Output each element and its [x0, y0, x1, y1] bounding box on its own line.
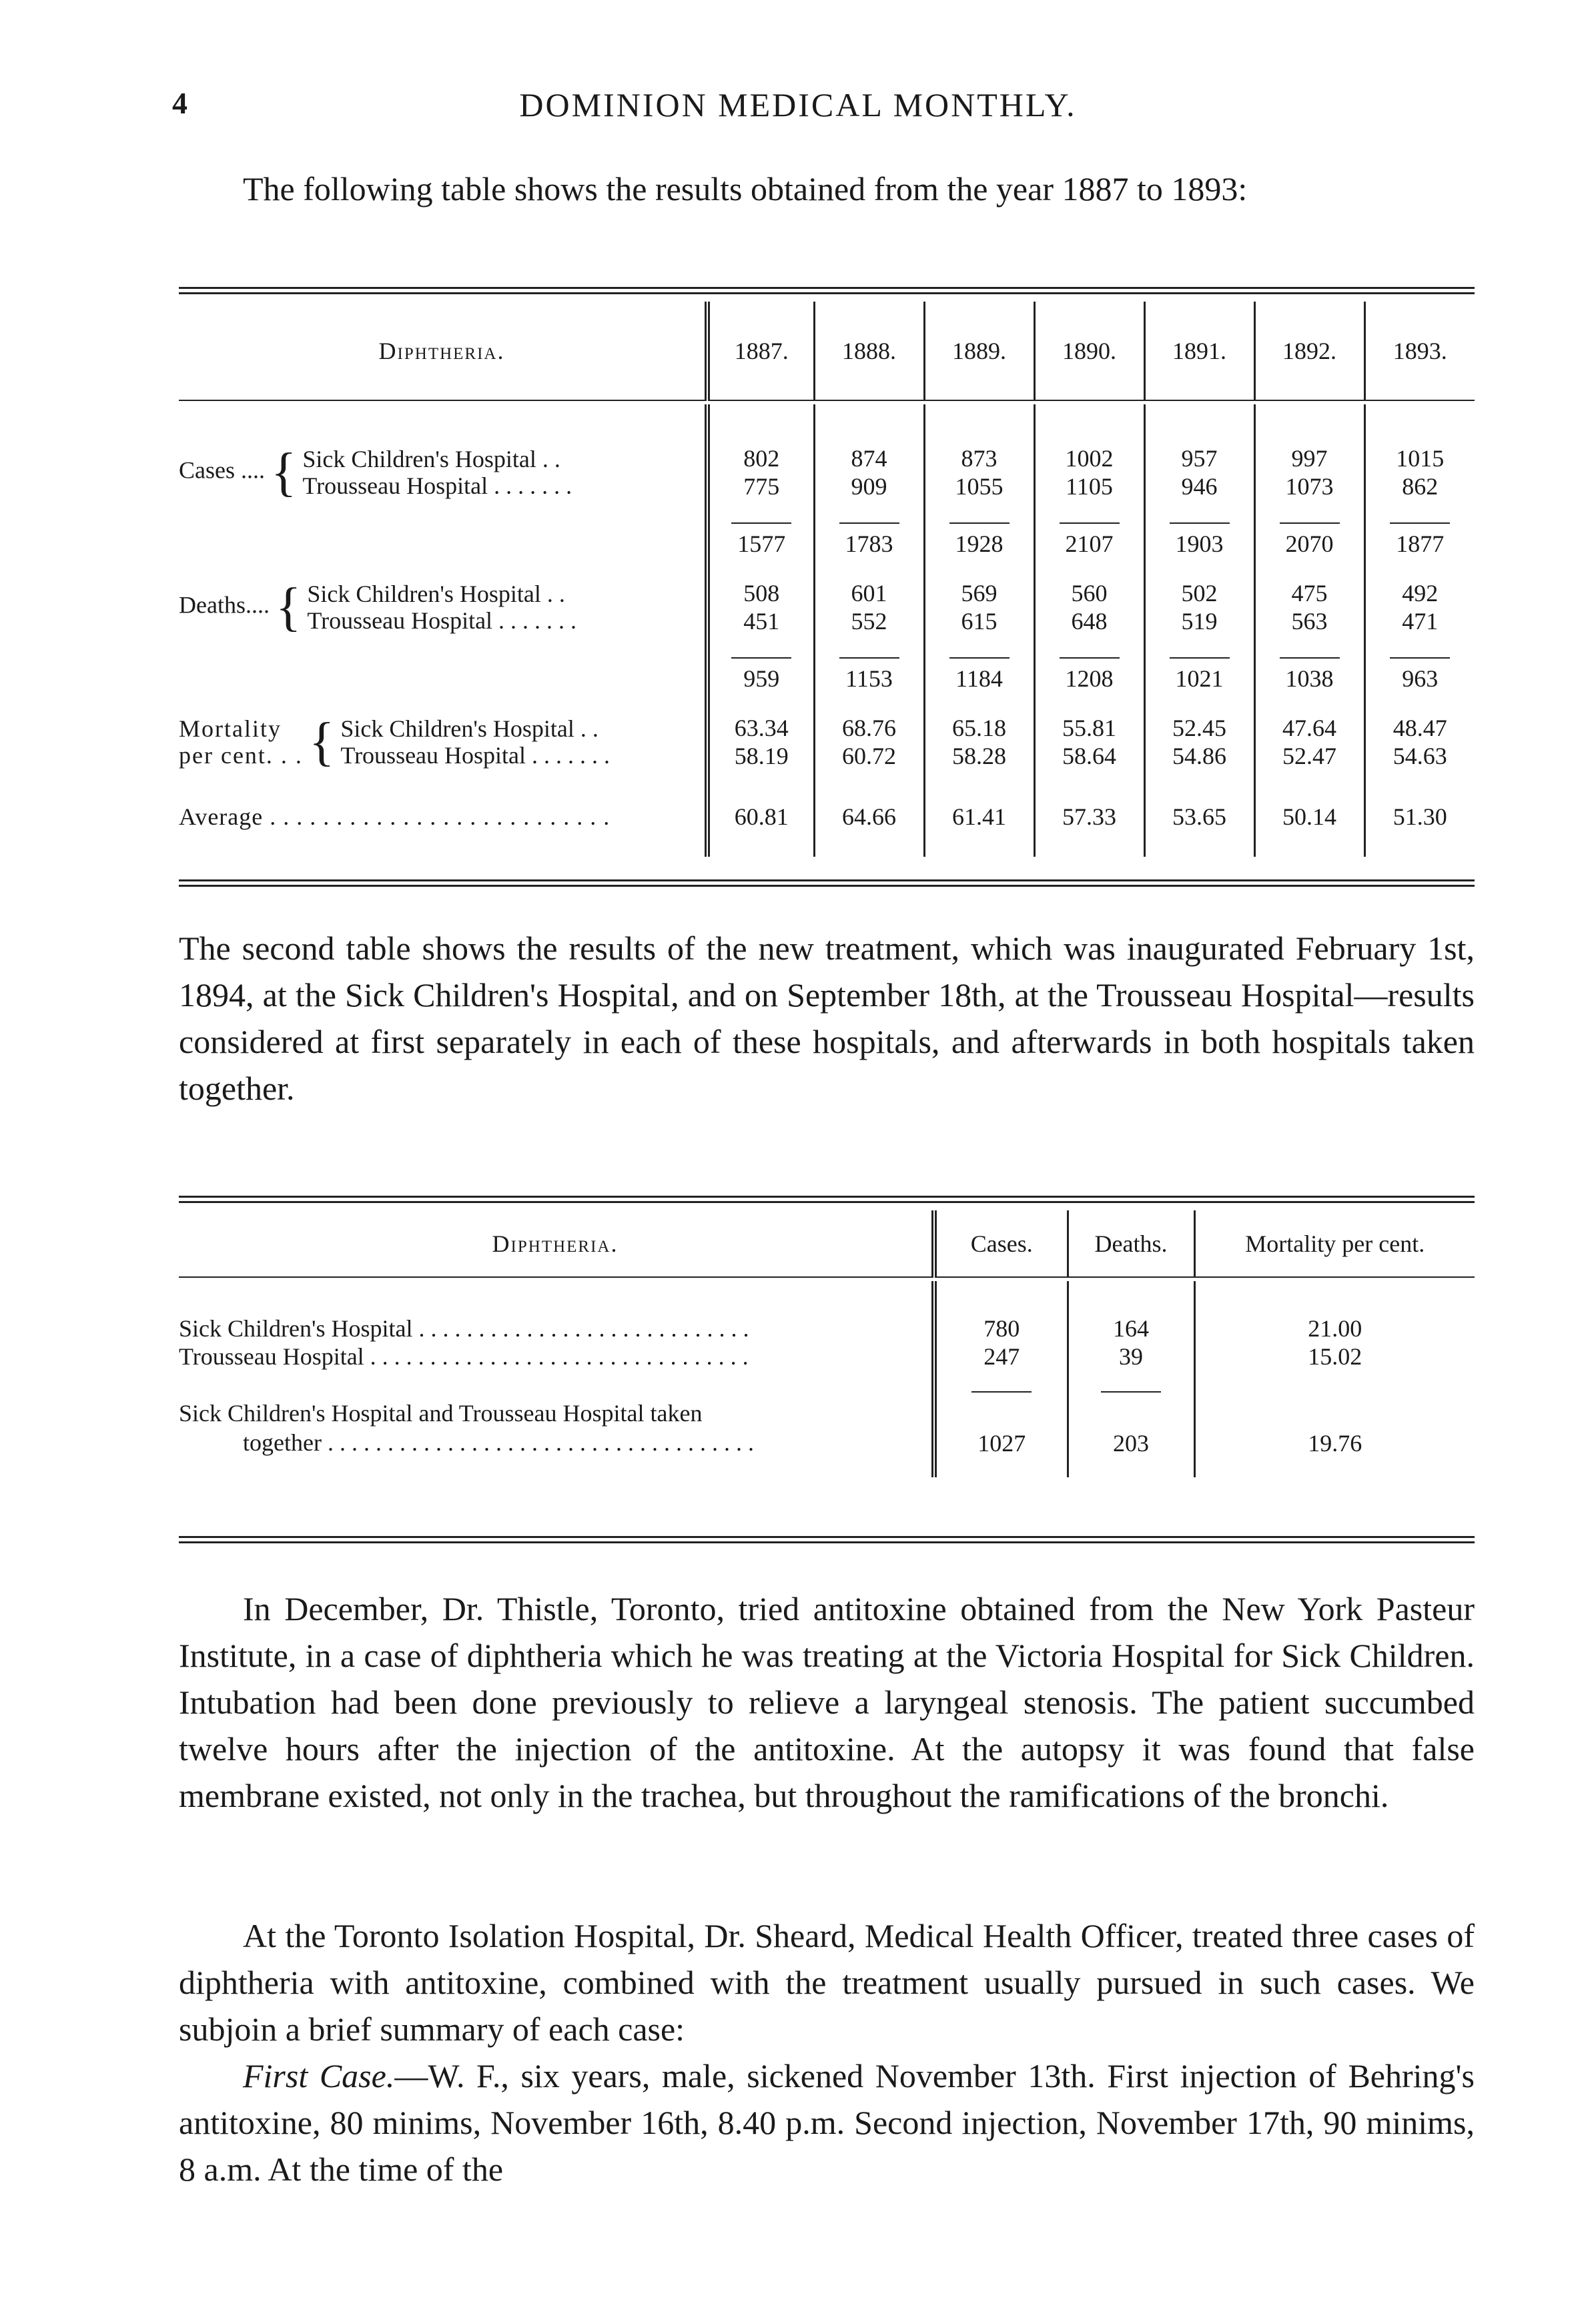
cell: 57.33 [1034, 790, 1144, 843]
per-cent-label: per cent. . . [179, 742, 303, 769]
mortality-row-sick [179, 714, 1475, 742]
table2-row-sick [179, 1314, 1475, 1343]
cell: 1105 [1034, 472, 1144, 500]
table1-bottom-rule [179, 879, 1475, 881]
cell: 569 [924, 579, 1034, 607]
first-case-text: —W. F., six years, male, sickened November 13th. First injection of Behring's antitoxine, 80 minims, November 16th, 8.40 p.m. Second injection, November 17th, 90 minims, 8 a.m. At the time of the [179, 2057, 1475, 2188]
cell: 47.64 [1254, 714, 1364, 742]
cell: 957 [1144, 444, 1254, 472]
cell: 247 [934, 1343, 1068, 1371]
cell: 1038 [1285, 665, 1334, 692]
table2-top-rule [179, 1196, 1475, 1198]
cell: 475 [1254, 579, 1364, 607]
intro-paragraph: The following table shows the results obtained from the year 1887 to 1893: [243, 170, 1248, 208]
cases-row-sick [179, 444, 1475, 472]
table2-heading: Diphtheria. [492, 1230, 619, 1257]
cell: 48.47 [1364, 714, 1475, 742]
table2-bottom-rule [179, 1536, 1475, 1538]
cell: 58.19 [707, 742, 814, 770]
year-1892: 1892. [1254, 302, 1364, 400]
col-mortality: Mortality per cent. [1194, 1210, 1475, 1277]
page-number: 4 [172, 86, 187, 120]
new-treatment-table [179, 1210, 1475, 1477]
running-title: DOMINION MEDICAL MONTHLY. [519, 86, 1077, 123]
cell: 1184 [955, 665, 1003, 692]
cell: 60.81 [707, 790, 814, 843]
thistle-paragraph: In December, Dr. Thistle, Toronto, tried antitoxine obtained from the New York Pasteur Institute, in a case of diphtheria which he was treating at the Victoria Hospital for Sick Children. Intubation had been done previously to relieve a laryngeal stenosis. The patient succumbed twelve hours after the injection of the antitoxine. At the autopsy it was found that false membrane existed, not only in the trachea, but throughout the ramifications of the bronchi. [179, 1590, 1475, 1814]
cases-total-row [179, 500, 1475, 559]
cell: 1903 [1175, 530, 1224, 557]
cell: 39 [1068, 1343, 1194, 1371]
cell: 1577 [737, 530, 786, 557]
year-1888: 1888. [814, 302, 924, 400]
brace-icon: { [275, 578, 302, 637]
cell: 780 [934, 1314, 1068, 1343]
cell: 51.30 [1364, 790, 1475, 843]
year-1893: 1893. [1364, 302, 1475, 400]
cell: 648 [1034, 607, 1144, 635]
cell: 58.64 [1034, 742, 1144, 770]
cell: 552 [814, 607, 924, 635]
cell: 874 [814, 444, 924, 472]
second-table-intro: The second table shows the results of the new treatment, which was inaugurated February 1st, 1894, at the Sick Children's Hospital, and on September 18th, at the Trousseau Hospital—results considered at first separately in each of these hospitals, and afterwards in both hospitals taken together. [179, 929, 1475, 1107]
table1-top-rule [179, 287, 1475, 289]
year-1887: 1887. [707, 302, 814, 400]
col-deaths: Deaths. [1068, 1210, 1194, 1277]
row-combined-label-2: together . . . . . . . . . . . . . . . . . . . . . . . . . . . . . . . . . . . . [243, 1429, 754, 1456]
deaths-trousseau-label: Trousseau Hospital . . . . . . . [307, 607, 577, 634]
cell: 560 [1034, 579, 1144, 607]
cell: 563 [1254, 607, 1364, 635]
cell: 52.45 [1144, 714, 1254, 742]
table2-bottom-rule-2 [179, 1541, 1475, 1543]
cell: 55.81 [1034, 714, 1144, 742]
deaths-label: Deaths.... [179, 591, 270, 619]
table2-header-row [179, 1210, 1475, 1277]
cell: 60.72 [814, 742, 924, 770]
cell: 203 [1068, 1399, 1194, 1457]
col-cases: Cases. [934, 1210, 1068, 1277]
cell: 52.47 [1254, 742, 1364, 770]
table2-top-rule-2 [179, 1201, 1475, 1203]
cell: 502 [1144, 579, 1254, 607]
year-1891: 1891. [1144, 302, 1254, 400]
row-combined-label: Sick Children's Hospital and Trousseau Hospital taken [179, 1400, 703, 1427]
cell: 61.41 [924, 790, 1034, 843]
cell: 508 [707, 579, 814, 607]
cases-trousseau-label: Trousseau Hospital . . . . . . . [302, 472, 572, 499]
cell: 1783 [845, 530, 893, 557]
deaths-row-sick [179, 579, 1475, 607]
cell: 492 [1364, 579, 1475, 607]
cell: 1928 [955, 530, 1004, 557]
table1-heading: Diphtheria. [378, 337, 505, 364]
cell: 1021 [1175, 665, 1224, 692]
cell: 1002 [1034, 444, 1144, 472]
cell: 775 [707, 472, 814, 500]
average-label: Average . . . . . . . . . . . . . . . . . . . . . . . . . . [179, 803, 611, 830]
cell: 1055 [924, 472, 1034, 500]
cell: 1153 [845, 665, 893, 692]
cell: 2070 [1285, 530, 1334, 557]
cell: 909 [814, 472, 924, 500]
row-sick-label: Sick Children's Hospital . . . . . . . . . . . . . . . . . . . . . . . . . . . . [179, 1315, 749, 1342]
cell: 15.02 [1194, 1343, 1475, 1371]
cell: 65.18 [924, 714, 1034, 742]
year-1889: 1889. [924, 302, 1034, 400]
cell: 19.76 [1194, 1399, 1475, 1457]
cell: 1015 [1364, 444, 1475, 472]
cell: 164 [1068, 1314, 1194, 1343]
mortality-trousseau-label: Trousseau Hospital . . . . . . . [340, 742, 611, 769]
table2-row-combined [179, 1399, 1475, 1457]
cell: 959 [743, 665, 780, 692]
cell: 946 [1144, 472, 1254, 500]
table1-header-row [179, 302, 1475, 400]
cell: 519 [1144, 607, 1254, 635]
cell: 873 [924, 444, 1034, 472]
cell: 21.00 [1194, 1314, 1475, 1343]
cell: 50.14 [1254, 790, 1364, 843]
year-1890: 1890. [1034, 302, 1144, 400]
deaths-total-row [179, 635, 1475, 694]
first-case-paragraph [179, 2052, 1475, 2193]
cell: 68.76 [814, 714, 924, 742]
deaths-sick-label: Sick Children's Hospital . . [307, 581, 565, 607]
cell: 58.28 [924, 742, 1034, 770]
cell: 53.65 [1144, 790, 1254, 843]
cell: 615 [924, 607, 1034, 635]
sheard-paragraph: At the Toronto Isolation Hospital, Dr. Sheard, Medical Health Officer, treated three cases of diphtheria with antitoxine, combined with the treatment usually pursued in such cases. We subjoin a brief summary of each case: [179, 1917, 1475, 2048]
cell: 862 [1364, 472, 1475, 500]
cell: 1877 [1396, 530, 1445, 557]
table1-bottom-rule-2 [179, 885, 1475, 887]
row-trousseau-label: Trousseau Hospital . . . . . . . . . . . . . . . . . . . . . . . . . . . . . . . . [179, 1343, 749, 1370]
brace-icon: { [308, 713, 335, 771]
cell: 471 [1364, 607, 1475, 635]
cell: 1027 [934, 1399, 1068, 1457]
average-row [179, 790, 1475, 843]
cell: 963 [1402, 665, 1439, 692]
page-header [0, 85, 1596, 125]
mortality-sick-label: Sick Children's Hospital . . [340, 715, 598, 742]
cell: 1208 [1065, 665, 1114, 692]
cell: 64.66 [814, 790, 924, 843]
cell: 54.86 [1144, 742, 1254, 770]
table1-top-rule-2 [179, 292, 1475, 294]
cell: 802 [707, 444, 814, 472]
cases-sick-label: Sick Children's Hospital . . [302, 446, 560, 472]
cell: 601 [814, 579, 924, 607]
first-case-heading: First Case. [243, 2057, 395, 2094]
cases-label: Cases .... [179, 456, 265, 484]
cell: 54.63 [1364, 742, 1475, 770]
cell: 997 [1254, 444, 1364, 472]
mortality-label: Mortality [179, 715, 282, 742]
cell: 63.34 [707, 714, 814, 742]
mortality-table-1887-1893 [179, 302, 1475, 857]
brace-icon: { [271, 443, 297, 502]
table2-row-trousseau [179, 1343, 1475, 1371]
cell: 1073 [1254, 472, 1364, 500]
cell: 451 [707, 607, 814, 635]
cell: 2107 [1065, 530, 1114, 557]
